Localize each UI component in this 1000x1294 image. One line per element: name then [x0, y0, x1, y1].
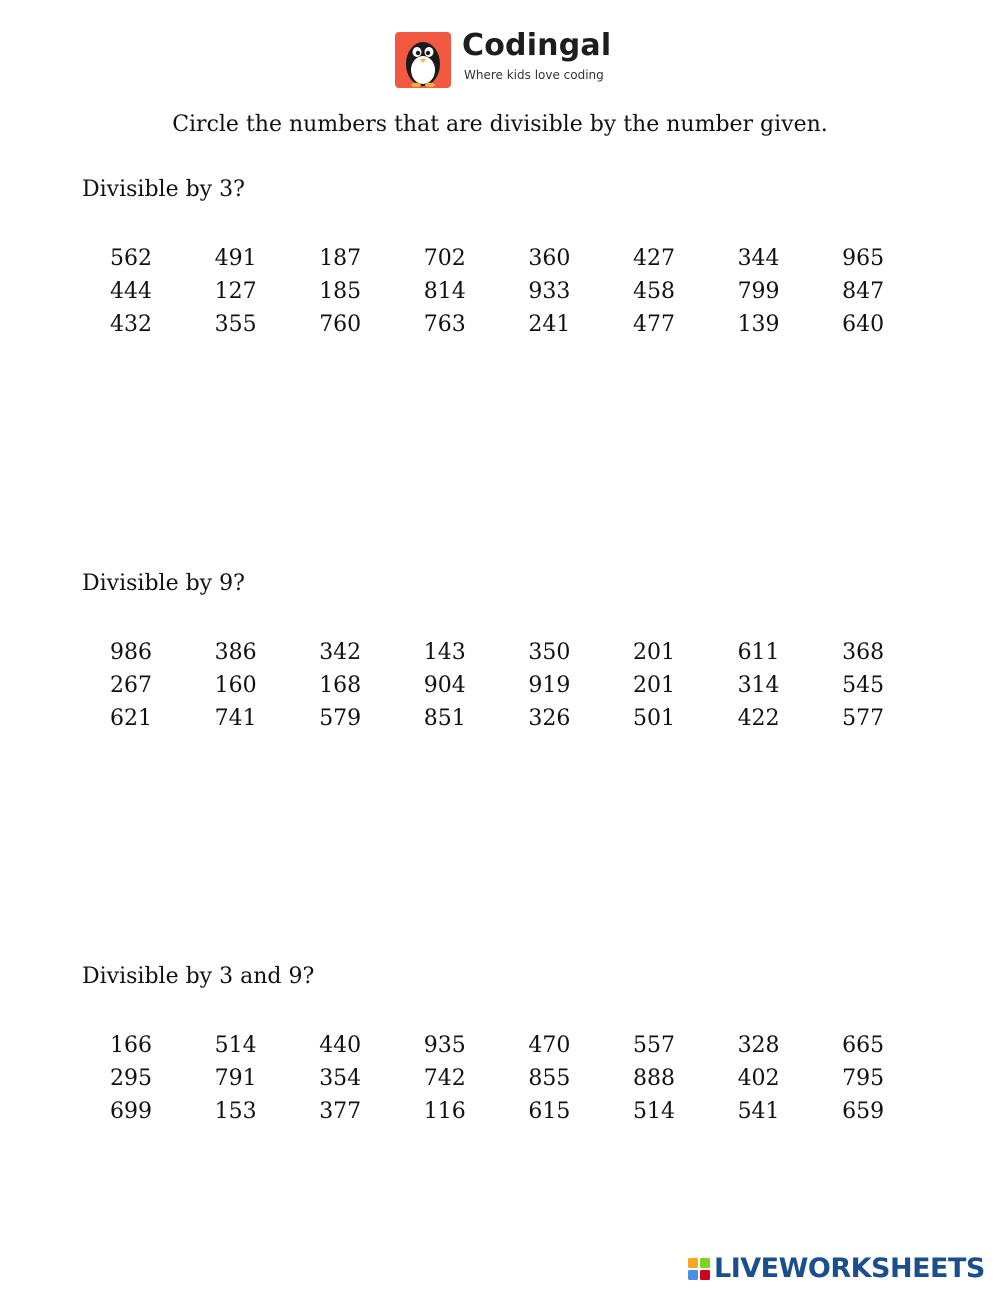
number-cell[interactable]: 557: [632, 1033, 675, 1058]
number-cell[interactable]: 368: [842, 640, 885, 665]
penguin-icon: [395, 32, 451, 88]
number-cell[interactable]: 344: [737, 246, 780, 271]
number-cell[interactable]: 760: [319, 312, 362, 337]
liveworksheets-text: LIVEWORKSHEETS: [714, 1253, 985, 1284]
number-cell[interactable]: 640: [842, 312, 885, 337]
number-row: [110, 1029, 910, 1062]
number-cell[interactable]: 763: [423, 312, 466, 337]
number-row: [110, 669, 910, 702]
number-cell[interactable]: 847: [842, 279, 885, 304]
number-cell[interactable]: 491: [214, 246, 257, 271]
number-cell[interactable]: 615: [528, 1099, 571, 1124]
section-title-divisible-by-3: Divisible by 3?: [82, 177, 245, 202]
number-cell[interactable]: 314: [737, 673, 780, 698]
number-cell[interactable]: 470: [528, 1033, 571, 1058]
section-title-divisible-by-3-and-9: Divisible by 3 and 9?: [82, 964, 315, 989]
number-cell[interactable]: 665: [842, 1033, 885, 1058]
number-cell[interactable]: 201: [632, 640, 675, 665]
number-cell[interactable]: 795: [842, 1066, 885, 1091]
number-cell[interactable]: 514: [632, 1099, 675, 1124]
number-cell[interactable]: 933: [528, 279, 571, 304]
liveworksheets-logo-icon: [688, 1258, 710, 1284]
number-cell[interactable]: 699: [110, 1099, 152, 1124]
number-cell[interactable]: 328: [737, 1033, 780, 1058]
number-cell[interactable]: 577: [842, 706, 885, 731]
number-cell[interactable]: 185: [319, 279, 362, 304]
number-cell[interactable]: 377: [319, 1099, 362, 1124]
number-cell[interactable]: 432: [110, 312, 152, 337]
number-cell[interactable]: 355: [214, 312, 257, 337]
number-cell[interactable]: 611: [737, 640, 780, 665]
number-row: [110, 1095, 910, 1128]
header: [394, 30, 654, 90]
number-cell[interactable]: 458: [632, 279, 675, 304]
brand-name: Codingal: [462, 28, 612, 63]
number-grid-divisible-by-3: [110, 242, 910, 341]
number-cell[interactable]: 742: [423, 1066, 466, 1091]
number-cell[interactable]: 888: [632, 1066, 675, 1091]
number-cell[interactable]: 427: [632, 246, 675, 271]
number-cell[interactable]: 422: [737, 706, 780, 731]
brand-tagline: Where kids love coding: [464, 68, 604, 82]
number-cell[interactable]: 440: [319, 1033, 362, 1058]
number-cell[interactable]: 342: [319, 640, 362, 665]
number-cell[interactable]: 965: [842, 246, 885, 271]
number-cell[interactable]: 360: [528, 246, 571, 271]
number-cell[interactable]: 116: [423, 1099, 466, 1124]
number-cell[interactable]: 919: [528, 673, 571, 698]
number-cell[interactable]: 444: [110, 279, 152, 304]
number-grid-divisible-by-9: [110, 636, 910, 735]
number-cell[interactable]: 201: [632, 673, 675, 698]
number-cell[interactable]: 402: [737, 1066, 780, 1091]
section-title-divisible-by-9: Divisible by 9?: [82, 571, 245, 596]
number-cell[interactable]: 855: [528, 1066, 571, 1091]
number-cell[interactable]: 143: [423, 640, 466, 665]
number-cell[interactable]: 562: [110, 246, 152, 271]
number-cell[interactable]: 168: [319, 673, 362, 698]
number-cell[interactable]: 514: [214, 1033, 257, 1058]
number-cell[interactable]: 501: [632, 706, 675, 731]
number-cell[interactable]: 354: [319, 1066, 362, 1091]
number-cell[interactable]: 166: [110, 1033, 152, 1058]
number-cell[interactable]: 814: [423, 279, 466, 304]
number-cell[interactable]: 579: [319, 706, 362, 731]
number-cell[interactable]: 545: [842, 673, 885, 698]
number-cell[interactable]: 621: [110, 706, 152, 731]
liveworksheets-watermark: [688, 1253, 988, 1285]
number-row: [110, 242, 910, 275]
number-cell[interactable]: 326: [528, 706, 571, 731]
number-cell[interactable]: 127: [214, 279, 257, 304]
number-cell[interactable]: 241: [528, 312, 571, 337]
number-cell[interactable]: 659: [842, 1099, 885, 1124]
number-row: [110, 636, 910, 669]
number-cell[interactable]: 702: [423, 246, 466, 271]
number-row: [110, 702, 910, 735]
number-cell[interactable]: 986: [110, 640, 152, 665]
number-cell[interactable]: 904: [423, 673, 466, 698]
number-grid-divisible-by-3-and-9: [110, 1029, 910, 1128]
number-cell[interactable]: 139: [737, 312, 780, 337]
number-cell[interactable]: 541: [737, 1099, 780, 1124]
instruction-text: Circle the numbers that are divisible by the number given.: [172, 112, 828, 137]
number-cell[interactable]: 160: [214, 673, 257, 698]
number-cell[interactable]: 350: [528, 640, 571, 665]
number-cell[interactable]: 153: [214, 1099, 257, 1124]
number-cell[interactable]: 187: [319, 246, 362, 271]
number-cell[interactable]: 799: [737, 279, 780, 304]
number-row: [110, 308, 910, 341]
number-cell[interactable]: 791: [214, 1066, 257, 1091]
number-row: [110, 275, 910, 308]
number-cell[interactable]: 477: [632, 312, 675, 337]
number-cell[interactable]: 295: [110, 1066, 152, 1091]
number-cell[interactable]: 267: [110, 673, 152, 698]
number-cell[interactable]: 741: [214, 706, 257, 731]
number-cell[interactable]: 386: [214, 640, 257, 665]
number-cell[interactable]: 935: [423, 1033, 466, 1058]
number-cell[interactable]: 851: [423, 706, 466, 731]
number-row: [110, 1062, 910, 1095]
